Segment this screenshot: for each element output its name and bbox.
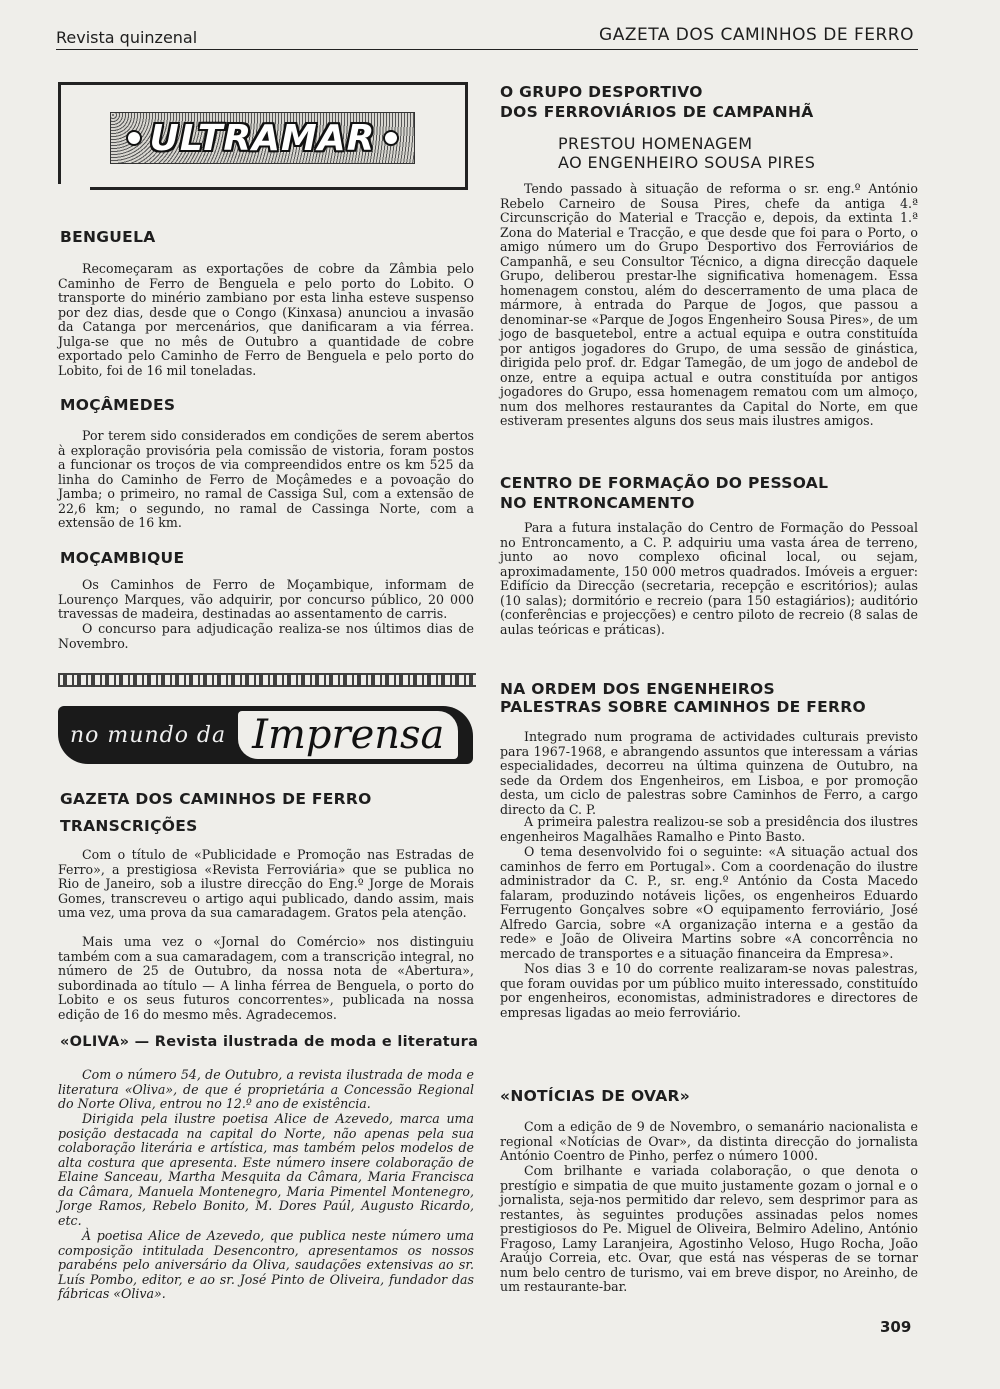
imprensa-big-text: Imprensa bbox=[238, 711, 458, 759]
ordem-text-3: O tema desenvolvido foi o seguinte: «A situação actual dos caminhos de ferro em Portugal». Com a coordenação do ilustre administrador da C. P., sr. eng.º António da Costa Macedo falaram, produzindo notáveis lições, os engenheiros Eduardo Ferrugento Gonçalves sobre «O equipamento ferroviário, José Alfredo Garcia, sobre «A organização interna e a gestão da rede» e João de Oliveira Martins sobre «A concorrência no mercado de transportes e a situação financeira da Empresa». bbox=[500, 844, 918, 961]
ordem-heading-2: PALESTRAS SOBRE CAMINHOS DE FERRO bbox=[500, 698, 866, 716]
running-header-left: Revista quinzenal bbox=[56, 28, 198, 47]
mocambique-text-2: O concurso para adjudicação realiza-se nos últimos dias de Novembro. bbox=[58, 621, 474, 651]
ultramar-title: ULTRAMAR bbox=[149, 117, 376, 159]
mocamedes-heading: MOÇÂMEDES bbox=[60, 396, 176, 414]
oliva-heading: «OLIVA» — Revista ilustrada de moda e literatura bbox=[60, 1034, 479, 1050]
oliva-text-1: Com o número 54, de Outubro, a revista ilustrada de moda e literatura «Oliva», de que é proprietária a Concessão Regional do Norte Oliva, entrou no 12.º ano de existência. bbox=[58, 1067, 474, 1111]
ovar-text-1: Com a edição de 9 de Novembro, o semanário nacionalista e regional «Notícias de Ovar», da distinta direcção do jornalista António Coentro de Pinho, perfez o número 1000. bbox=[500, 1119, 918, 1163]
dot-icon bbox=[126, 130, 142, 146]
benguela-text: Recomeçaram as exportações de cobre da Zâmbia pelo Caminho de Ferro de Benguela e pelo porto do Lobito. O transporte do minério zambiano por esta linha esteve suspenso por dez dias, desde que o Congo (Kinxasa) anunciou a invasão da Catanga por mercenários, que danificaram a via férrea. Julga-se que no mês de Outubro a quantidade de cobre exportado pelo Caminho de Ferro de Benguela e pelo porto do Lobito, foi de 16 mil toneladas. bbox=[58, 261, 474, 378]
centro-text: Para a futura instalação do Centro de Formação do Pessoal no Entroncamento, a C. P. adquiriu uma vasta área de terreno, junto ao novo complexo oficinal local, ou sejam, aproximadamente, 150 000 metros quadrados. Imóveis a erguer: Edifício da Direcção (secretaria, recepção e escritórios); aulas (10 salas); dormitório e recreio (para 150 estagiários); auditório (conferências e projecções) e centro piloto de recreio (8 salas de aulas teóricas e práticas). bbox=[500, 520, 918, 637]
gazeta-text-2: Mais uma vez o «Jornal do Comércio» nos distinguiu também com a sua camaradagem, com a transcrição integral, no número de 25 de Outubro, da nossa nota de «Abertura», subordinada ao título — A linha férrea de Benguela, o porto do Lobito e os seus futuros concorrentes», publicada na nossa edição de 16 do mesmo mês. Agradecemos. bbox=[58, 934, 474, 1022]
ordem-text-2: A primeira palestra realizou-se sob a presidência dos ilustres engenheiros Magalhães Ramalho e Pinto Basto. bbox=[500, 814, 918, 844]
imprensa-banner bbox=[58, 706, 473, 764]
mocamedes-text: Por terem sido considerados em condições de serem abertos à exploração provisória pela comissão de vistoria, foram postos a funcionar os troços de via compreendidos entre os km 525 da linha do Caminho de Ferro de Moçâmedes e a povoação do Jamba; o primeiro, no ramal de Cassiga Sul, com a extensão de 22,6 km; o segundo, no ramal de Cassinga Norte, com a extensão de 16 km. bbox=[58, 428, 474, 530]
page-number: 309 bbox=[880, 1318, 912, 1336]
ovar-heading: «NOTÍCIAS DE OVAR» bbox=[500, 1087, 691, 1105]
grupo-subheading-1: PRESTOU HOMENAGEM bbox=[558, 134, 753, 153]
centro-heading-1: CENTRO DE FORMAÇÃO DO PESSOAL bbox=[500, 474, 829, 492]
ordem-heading-1: NA ORDEM DOS ENGENHEIROS bbox=[500, 680, 775, 698]
header-rule bbox=[56, 49, 918, 50]
running-header-right: GAZETA DOS CAMINHOS DE FERRO bbox=[599, 25, 914, 45]
grupo-text: Tendo passado à situação de reforma o sr. eng.º António Rebelo Carneiro de Sousa Pires, chefe da antiga 4.ª Circunscrição do Material e Tracção e, depois, da extinta 1.ª Zona do Material e Tracção, e que desde que foi para o Porto, o amigo número um do Grupo Desportivo dos Ferroviários de Campanhã, e seu Consultor Técnico, a digna direcção daquele Grupo, deliberou prestar-lhe significativa homenagem. Essa homenagem constou, além do descerramento de uma placa de mármore, à entrada do Parque de Jogos, que passou a denominar-se «Parque de Jogos Engenheiro Sousa Pires», de um jogo de basquetebol, entre a actual equipa e outra constituída por antigos jogadores do Grupo, de uma sessão de ginástica, dirigida pelo prof. dr. Edgar Tamegão, de um jogo de andebol de onze, entre a equipa actual e outra constituída por antigos jogadores do Grupo, essa homenagem rematou com um almoço, num dos melhores restaurantes da Capital do Norte, em que estiveram presentes alguns dos seus mais ilustres amigos. bbox=[500, 181, 918, 428]
imprensa-small-text: no mundo da bbox=[70, 722, 227, 748]
dot-icon bbox=[383, 130, 399, 146]
mocambique-heading: MOÇAMBIQUE bbox=[60, 549, 185, 567]
ordem-text-1: Integrado num programa de actividades culturais previsto para 1967-1968, e abrangendo assuntos que interessam a várias especialidades, decorreu na última quinzena de Outubro, na sede da Ordem dos Engenheiros, em Lisboa, e por promoção desta, um ciclo de palestras sobre Caminhos de Ferro, a cargo directo da C. P. bbox=[500, 729, 918, 817]
grupo-heading-2: DOS FERROVIÁRIOS DE CAMPANHÃ bbox=[500, 103, 814, 121]
ovar-text-2: Com brilhante e variada colaboração, o que denota o prestígio e simpatia de que muito justamente gozam o jornal e o jornalista, seja-nos permitido dar relevo, sem desprimor para as restantes, às seguintes produções assinadas pelos nomes prestigiosos do Pe. Miguel de Oliveira, Belmiro Adelino, António Fragoso, Lamy Laranjeira, Agostinho Veloso, Hugo Rocha, João Araújo Correia, etc. Ovar, que está nas vésperas de se tornar num belo centro de turismo, vai em breve dispor, no Areinho, de um restaurante-bar. bbox=[500, 1163, 918, 1294]
oliva-text-3: À poetisa Alice de Azevedo, que publica neste número uma composição intitulada Desencontro, apresentamos os nossos parabéns pelo aniversário da Oliva, saudações extensivas ao sr. Luís Pombo, editor, e ao sr. José Pinto de Oliveira, fundador das fábricas «Oliva». bbox=[58, 1228, 474, 1301]
ultramar-banner bbox=[110, 112, 415, 164]
grupo-subheading-2: AO ENGENHEIRO SOUSA PIRES bbox=[558, 153, 816, 172]
oliva-text-2: Dirigida pela ilustre poetisa Alice de Azevedo, marca uma posição destacada na capital do Norte, não apenas pela sua colaboração literária e artística, mas também pelos modelos de alta costura que apresenta. Este número insere colaboração de Elaine Sanceau, Martha Mesquita da Câmara, Maria Francisca da Câmara, Manuela Montenegro, Maria Pimentel Montenegro, Jorge Ramos, Rebelo Bonito, M. Dores Paúl, Augusto Ricardo, etc. bbox=[58, 1111, 474, 1228]
ordem-text-4: Nos dias 3 e 10 do corrente realizaram-se novas palestras, que foram ouvidas por um público muito interessado, constituído por engenheiros, economistas, administradores e directores de empresas ligadas ao meio ferroviário. bbox=[500, 961, 918, 1020]
benguela-heading: BENGUELA bbox=[60, 228, 156, 246]
mocambique-text-1: Os Caminhos de Ferro de Moçambique, informam de Lourenço Marques, vão adquirir, por concurso público, 20 000 travessas de madeira, destinadas ao assentamento de carris. bbox=[58, 577, 474, 621]
grupo-heading-1: O GRUPO DESPORTIVO bbox=[500, 83, 703, 101]
centro-heading-2: NO ENTRONCAMENTO bbox=[500, 494, 695, 512]
gazeta-text-1: Com o título de «Publicidade e Promoção nas Estradas de Ferro», a prestigiosa «Revista Ferroviária» que se publica no Rio de Janeiro, sob a ilustre direcção do Eng.º Jorge de Morais Gomes, transcreveu o artigo aqui publicado, dando assim, mais uma vez, uma prova da sua camaradagem. Gratos pela atenção. bbox=[58, 847, 474, 920]
gazeta-heading: GAZETA DOS CAMINHOS DE FERRO bbox=[60, 790, 372, 808]
transcricoes-heading: TRANSCRIÇÕES bbox=[60, 817, 198, 835]
greek-key-divider bbox=[58, 673, 476, 687]
